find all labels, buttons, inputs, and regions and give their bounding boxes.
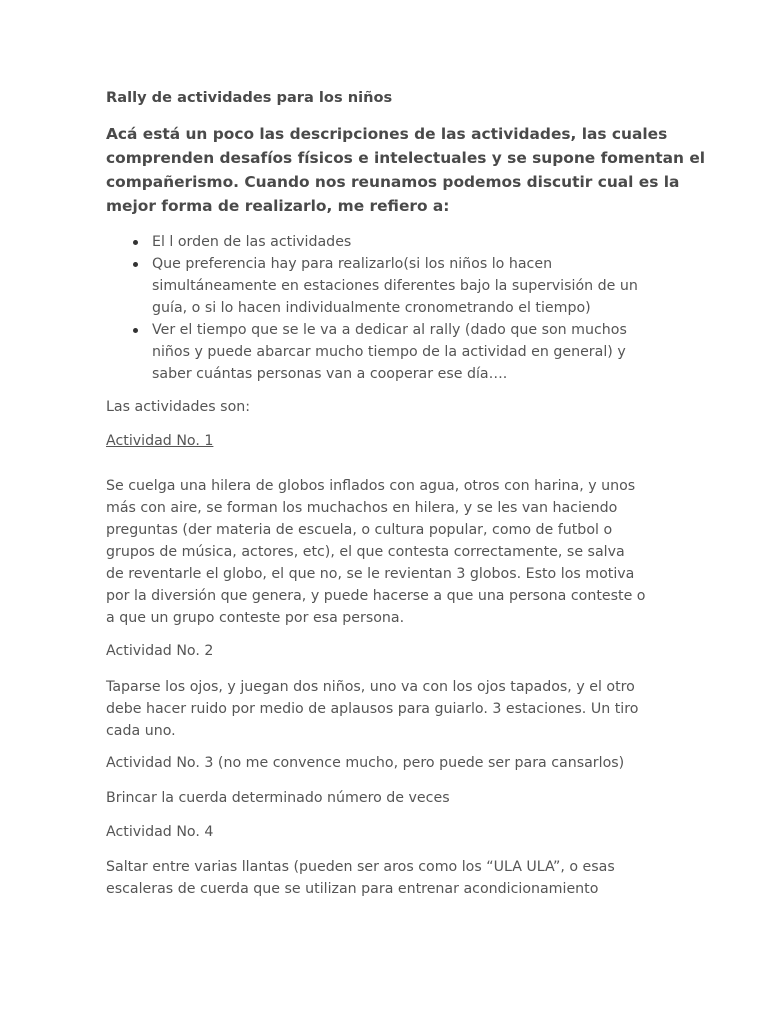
text-line: Acá está un poco las descripciones de las actividades, las cuales: [106, 125, 668, 143]
bullet-list: [106, 231, 638, 385]
list-item: [106, 253, 638, 319]
list-item: [106, 319, 638, 385]
text-line: saber cuántas personas van a cooperar ese día….: [152, 366, 508, 382]
text-line: cada uno.: [106, 723, 176, 739]
activities-intro: Las actividades son:: [106, 399, 251, 415]
text-line: Se cuelga una hilera de globos inflados con agua, otros con harina, y unos: [106, 478, 636, 494]
activity-1-text: [106, 475, 646, 629]
list-item: [106, 231, 638, 253]
text-line: Saltar entre varias llantas (pueden ser aros como los “ULA ULA”, o esas: [106, 859, 615, 875]
text-line: El l orden de las actividades: [152, 234, 352, 250]
text-line: por la diversión que genera, y puede hacerse a que una persona conteste o: [106, 588, 646, 604]
text-line: preguntas (der materia de escuela, o cultura popular, como de futbol o: [106, 522, 613, 538]
text-line: a que un grupo conteste por esa persona.: [106, 610, 405, 626]
text-line: Taparse los ojos, y juegan dos niños, uno va con los ojos tapados, y el otro: [106, 679, 635, 695]
activity-1-heading: Actividad No. 1: [106, 433, 214, 449]
activity-3-heading: Actividad No. 3 (no me convence mucho, pero puede ser para cansarlos): [106, 755, 625, 771]
text-line: debe hacer ruido por medio de aplausos para guiarlo. 3 estaciones. Un tiro: [106, 701, 639, 717]
text-line: más con aire, se forman los muchachos en hilera, y se les van haciendo: [106, 500, 618, 516]
activity-4-heading: Actividad No. 4: [106, 824, 214, 840]
text-line: comprenden desafíos físicos e intelectuales y se supone fomentan el: [106, 149, 706, 167]
document-title: Rally de actividades para los niños: [106, 89, 393, 106]
text-line: Que preferencia hay para realizarlo(si los niños lo hacen: [152, 256, 553, 272]
activity-2-heading: Actividad No. 2: [106, 643, 214, 659]
activity-2-text: [106, 676, 638, 742]
activity-4-text: [106, 856, 615, 900]
text-line: niños y puede abarcar mucho tiempo de la actividad en general) y: [152, 344, 626, 360]
text-line: mejor forma de realizarlo, me refiero a:: [106, 197, 450, 215]
text-line: compañerismo. Cuando nos reunamos podemos discutir cual es la: [106, 173, 680, 191]
activity-3-text: Brincar la cuerda determinado número de veces: [106, 790, 450, 806]
text-line: Ver el tiempo que se le va a dedicar al rally (dado que son muchos: [152, 322, 627, 338]
intro-paragraph: [106, 122, 705, 218]
text-line: guía, o si lo hacen individualmente cronometrando el tiempo): [152, 300, 591, 316]
text-line: grupos de música, actores, etc), el que contesta correctamente, se salva: [106, 544, 625, 560]
text-line: escaleras de cuerda que se utilizan para entrenar acondicionamiento: [106, 881, 599, 897]
text-line: de reventarle el globo, el que no, se le revientan 3 globos. Esto los motiva: [106, 566, 635, 582]
text-line: simultáneamente en estaciones diferentes bajo la supervisión de un: [152, 278, 638, 294]
